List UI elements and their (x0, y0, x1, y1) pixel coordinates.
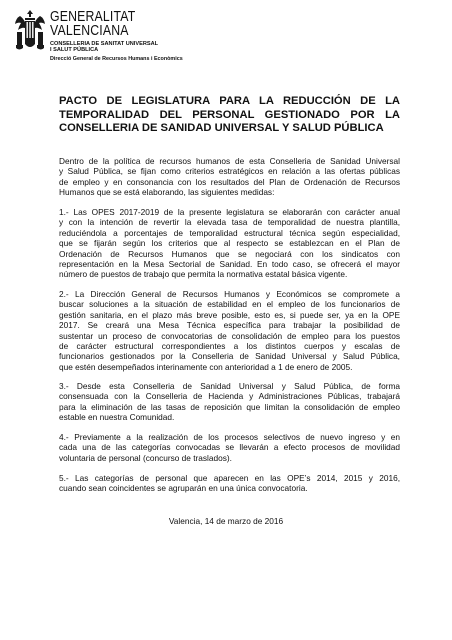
paragraph-line: y con la intención de revertir la elevada tasa de temporalidad de nuestra plantilla, (59, 217, 400, 228)
paragraph-line: cuando sean coincidentes se agruparán en una única convocatoria. (59, 483, 308, 494)
paragraph-line: 3.- Desde esta Conselleria de Sanidad Universal y Salud Pública, de forma (59, 381, 400, 391)
intro-paragraph (59, 156, 400, 198)
paragraph-line: representación en la Mesa Sectorial de Sanidad. En todo caso, se ofrecerá el mayor (59, 259, 400, 270)
paragraph-line: reduciéndola a porcentajes de temporalidad estructural técnica según especialidad, (59, 227, 400, 238)
paragraph-line: Ordenación de Recursos Humanos que se negociará con los sindicatos con (59, 248, 400, 259)
org-name-line1: GENERALITAT (50, 8, 136, 25)
title-line-3: CONSELLERIA DE SANIDAD UNIVERSAL Y SALUD PÚBLICA (59, 122, 384, 135)
paragraph-line: 4.- Previamente a la realización de los procesos selectivos de nuevo ingreso y en (59, 432, 400, 442)
measure-5-paragraph (59, 473, 400, 494)
paragraph-line: de carácter estructural correspondientes a los distintos cuerpos y escalas de (59, 341, 400, 352)
letterhead (14, 8, 314, 88)
paragraph-line: y Salud Pública, se fijan como criterios estratégicos en relación a las ofertas públicas (59, 166, 400, 177)
department-name (50, 41, 158, 53)
org-name-line2: VALENCIANA (50, 22, 129, 39)
measure-3-paragraph (59, 381, 400, 423)
paragraph-line: Dentro de la política de recursos humanos de esta Conselleria de Sanidad Universal (59, 156, 400, 166)
document-title (59, 95, 400, 136)
paragraph-line: que estén desempeñados interinamente con anterioridad a 1 de enero de 2005. (59, 361, 353, 372)
generalitat-logo-icon (14, 8, 46, 56)
department-line1: CONSELLERIA DE SANITAT UNIVERSAL (50, 41, 159, 47)
paragraph-line: estable en nuestra Comunidad. (59, 412, 175, 423)
directorate-name: Direcció General de Recursos Humans i Econòmics (50, 56, 183, 62)
paragraph-line: 2017. Se creará una Mesa Técnica específica para trabajar la posibilidad de (59, 320, 400, 331)
measure-2-paragraph (59, 289, 400, 372)
paragraph-line: de empleo y en consonancia con los resultados del Plan de Ordenación de Recursos (59, 176, 400, 187)
measure-4-paragraph (59, 432, 400, 463)
place-and-date: Valencia, 14 de marzo de 2016 (168, 516, 284, 526)
paragraph-line: 1.- Las OPES 2017-2019 de la presente legislatura se elaborarán con carácter anual (59, 207, 400, 217)
paragraph-line: 2.- La Dirección General de Recursos Humanos y Económicos se compromete a (59, 289, 400, 299)
title-line-2: TEMPORALIDAD DEL PERSONAL GESTIONADO POR LA (59, 108, 400, 121)
paragraph-line: número de puestos de trabajo que permita la normativa estatal básica vigente. (59, 269, 348, 280)
paragraph-line: voluntaria de personal (concurso de traslados). (59, 452, 232, 463)
measure-1-paragraph (59, 207, 400, 280)
paragraph-line: buscar soluciones a la situación de estabilidad en el empleo de los funcionarios de (59, 299, 400, 310)
department-line2: I SALUT PÚBLICA (50, 47, 99, 54)
paragraph-line: para la eliminación de las tasas de reposición que limitan la consolidación de empleo (59, 401, 400, 412)
paragraph-line: gestión sanitaria, en el plazo más breve posible, esto es, si puede ser, ya en la OPE (59, 309, 400, 320)
paragraph-line: sustentar un proceso de convocatorias de consolidación de empleo para los puestos (59, 330, 400, 341)
paragraph-line: 5.- Las categorías de personal que aparecen en las OPE’s 2014, 2015 y 2016, (59, 473, 400, 483)
paragraph-line: consensuada con la Conselleria de Hacienda y Administraciones Públicas, trabajará (59, 391, 400, 402)
paragraph-line: cada una de las categorías convocadas se llevarán a efecto procesos de movilidad (59, 442, 400, 453)
paragraph-line: que se fijarán según los criterios que al respecto se establezcan en el Plan de (59, 238, 400, 249)
paragraph-line: Humanos que se está elaborando, las siguientes medidas: (59, 187, 275, 198)
organization-name (50, 10, 135, 38)
paragraph-line: funcionarios gestionados por la Conselleria de Sanidad Universal y Salud Pública, (59, 351, 400, 362)
title-line-1: PACTO DE LEGISLATURA PARA LA REDUCCIÓN DE LA (59, 95, 400, 107)
